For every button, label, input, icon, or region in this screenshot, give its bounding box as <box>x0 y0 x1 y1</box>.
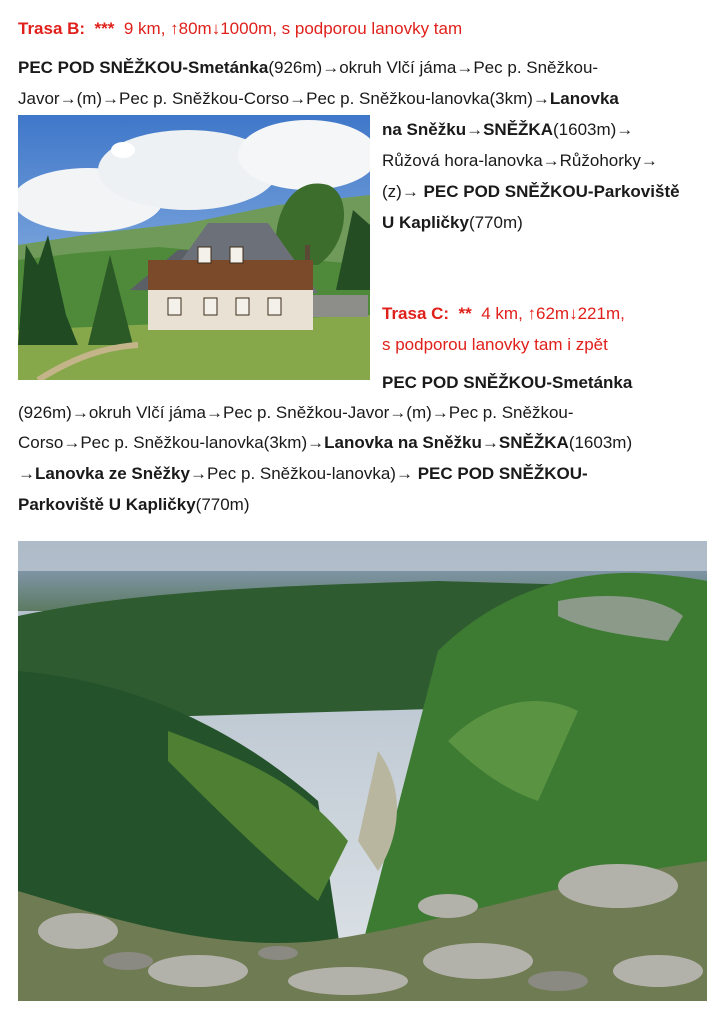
route-text: (1603m) <box>568 433 633 452</box>
chalet-photo <box>18 115 370 380</box>
route-arrow: → <box>481 433 499 452</box>
route-text: →Pec p. Sněžkou-lanovka)→ <box>189 464 418 483</box>
place-lanovka-ze-snezky: Lanovka ze Sněžky <box>35 464 190 483</box>
route-text: Růžová hora-lanovka→Růžohorky→ <box>382 151 658 170</box>
route-text: (926m)→okruh Vlčí jáma→Pec p. Sněžkou-Javor→(m)→Pec p. Sněžkou- <box>18 403 574 422</box>
trasa-c-line-2 <box>18 402 574 424</box>
place-u-kaplicky: U Kapličky <box>382 213 469 232</box>
trasa-c-heading <box>382 303 625 325</box>
route-text: (z)→ <box>382 182 424 201</box>
place-pec-pod-snezkou: PEC POD SNĚŽKOU- <box>417 464 588 483</box>
place-parkoviste: PEC POD SNĚŽKOU-Parkoviště <box>423 182 680 201</box>
route-text: (770m) <box>468 213 523 232</box>
trasa-b-line-2 <box>18 88 619 110</box>
trasa-c-line-5 <box>18 494 250 516</box>
place-snezka: SNĚŽKA <box>483 120 553 139</box>
trasa-c-info: 4 km, ↑62m↓221m, <box>481 304 625 323</box>
trasa-b-heading <box>18 18 462 40</box>
trasa-b-stars: *** <box>94 19 115 38</box>
trasa-c-stars: ** <box>458 304 472 323</box>
route-text: (1603m)→ <box>553 120 634 139</box>
route-text: Javor→(m)→Pec p. Sněžkou-Corso→Pec p. Sněžkou-lanovka(3km)→ <box>18 89 550 108</box>
place-lanovka-na-snezku: Lanovka na Sněžku <box>324 433 482 452</box>
trasa-c-line-4 <box>18 463 588 485</box>
place-na-snezku: na Sněžku <box>382 120 467 139</box>
trasa-b-info: 9 km, ↑80m↓1000m, s podporou lanovky tam <box>123 19 463 38</box>
route-text: Corso→Pec p. Sněžkou-lanovka(3km)→ <box>18 433 325 452</box>
trasa-c-subheading <box>382 334 608 356</box>
trasa-c-label: Trasa C: <box>382 304 450 323</box>
place-snezka: SNĚŽKA <box>498 433 569 452</box>
trasa-b-line-4 <box>382 150 658 172</box>
trasa-b-line-1 <box>18 57 598 79</box>
place-lanovka: Lanovka <box>549 89 619 108</box>
trasa-c-line-1 <box>382 372 632 394</box>
trasa-b-line-5 <box>382 181 680 203</box>
trasa-b-label: Trasa B: <box>18 19 86 38</box>
route-text: (770m) <box>195 495 250 514</box>
place-parkoviste: Parkoviště U Kapličky <box>18 495 196 514</box>
route-arrow: → <box>466 120 484 139</box>
trasa-b-line-3 <box>382 119 633 141</box>
route-text: (926m)→okruh Vlčí jáma→Pec p. Sněžkou- <box>268 58 599 77</box>
trasa-b-line-6 <box>382 212 523 234</box>
place-smetanka: PEC POD SNĚŽKOU-Smetánka <box>382 373 633 392</box>
place-smetanka: PEC POD SNĚŽKOU-Smetánka <box>18 58 269 77</box>
route-arrow: → <box>18 464 35 483</box>
trasa-c-line-3 <box>18 432 632 454</box>
valley-photo <box>18 541 707 1001</box>
trasa-c-info-2: s podporou lanovky tam i zpět <box>382 335 608 354</box>
